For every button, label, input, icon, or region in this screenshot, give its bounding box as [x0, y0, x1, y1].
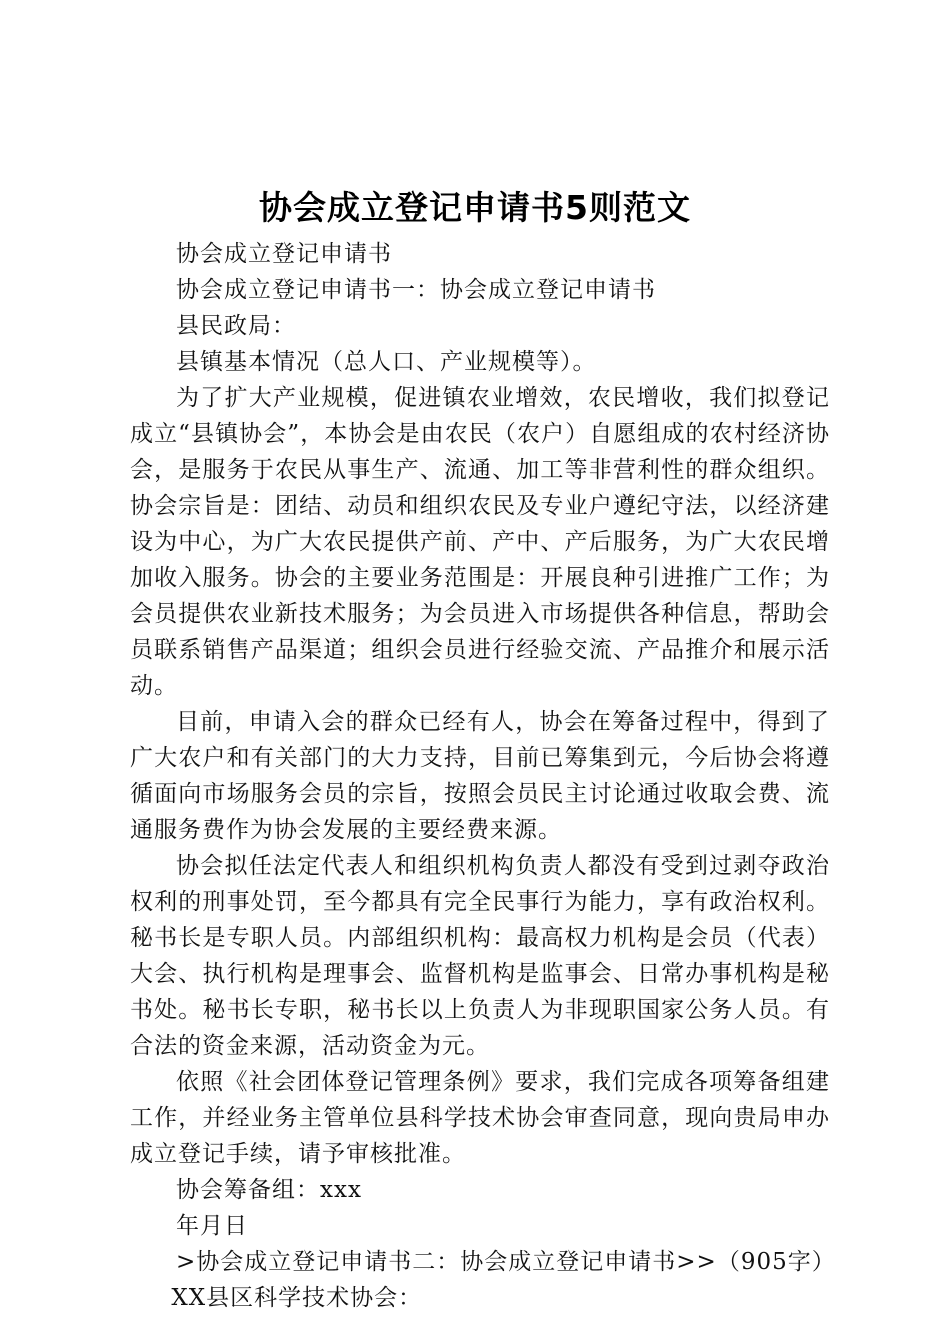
paragraph-signature: 协会筹备组：xxx: [176, 1177, 362, 1203]
paragraph-heading: 协会成立登记申请书: [176, 241, 392, 267]
paragraph-section-one: 协会成立登记申请书一：协会成立登记申请书: [176, 277, 656, 303]
paragraph-representatives: 协会拟任法定代表人和组织机构负责人都没有受到过剥夺政治权利的刑事处罚，至今都具有完全民事行为能力，享有政治权利。秘书长是专职人员。内部组织机构：最高权力机构是会员（代表）大会、执行机构是理事会、监督机构是监事会、日常办事机构是秘书处。秘书长专职，秘书长以上负责人为非现职国家公务人员。有合法的资金来源，活动资金为元。: [130, 853, 830, 1059]
paragraph-addressee: 县民政局：: [176, 313, 296, 339]
paragraph-section-two: >协会成立登记申请书二：协会成立登记申请书>>（905字）: [176, 1249, 836, 1275]
paragraph-current-status: 目前，申请入会的群众已经有人，协会在筹备过程中，得到了广大农户和有关部门的大力支持，目前已筹集到元，今后协会将遵循面向市场服务会员的宗旨，按照会员民主讨论通过收取会费、流通服务费作为协会发展的主要经费来源。: [130, 709, 830, 843]
paragraph-purpose: 为了扩大产业规模，促进镇农业增效，农民增收，我们拟登记成立“县镇协会”，本协会是由农民（农户）自愿组成的农村经济协会，是服务于农民从事生产、流通、加工等非营利性的群众组织。协会宗旨是：团结、动员和组织农民及专业户遵纪守法，以经济建设为中心，为广大农民提供产前、产中、产后服务，为广大农民增加收入服务。协会的主要业务范围是：开展良种引进推广工作；为会员提供农业新技术服务；为会员进入市场提供各种信息，帮助会员联系销售产品渠道；组织会员进行经验交流、产品推介和展示活动。: [130, 385, 830, 699]
document-body: [130, 236, 836, 1316]
paragraph-request: 依照《社会团体登记管理条例》要求，我们完成各项筹备组建工作，并经业务主管单位县科学技术协会审查同意，现向贵局申办成立登记手续，请予审核批准。: [130, 1069, 830, 1167]
paragraph-date: 年月日: [176, 1213, 248, 1239]
document-title: 协会成立登记申请书5则范文: [259, 188, 691, 227]
paragraph-addressee-two: XX县区科学技术协会：: [171, 1285, 423, 1311]
paragraph-basic-info: 县镇基本情况（总人口、产业规模等）。: [176, 349, 597, 375]
